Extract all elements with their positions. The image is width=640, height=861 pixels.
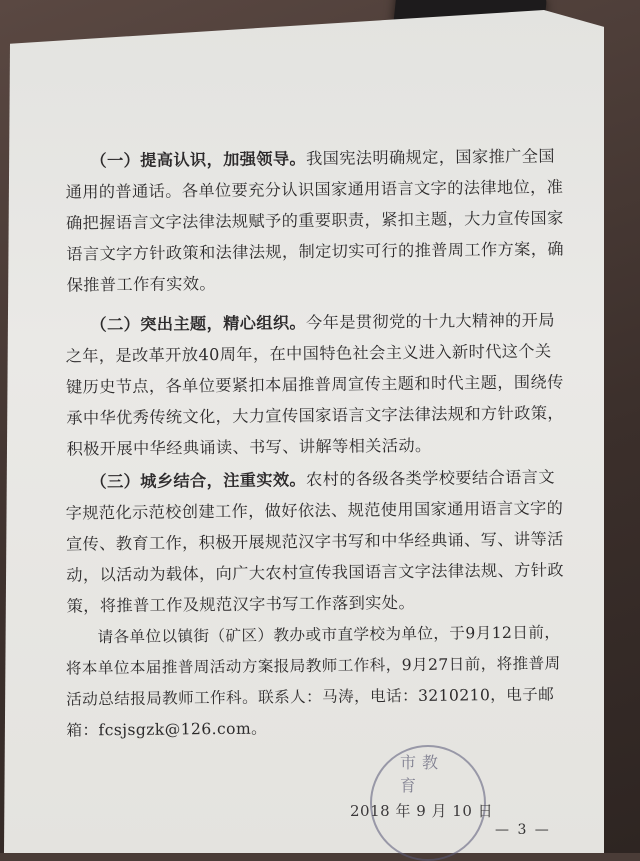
- notice-text: 请各单位以镇街（矿区）教办或市直学校为单位，于9月12日前，将本单位本届推普周活动方案报局教师工作科，9月27日前，将推普周活动总结报局教师工作科。联系人：马涛，电话：3210210，电子邮箱：fcsjsgzk@126.com。: [65, 623, 561, 740]
- paragraph-3-heading: （三）城乡结合，注重实效。: [98, 470, 307, 492]
- paragraph-2: [65, 304, 567, 464]
- notice-paragraph: [65, 617, 566, 746]
- document-date: 2018 年 9 月 10 日: [350, 802, 494, 820]
- paragraph-1: [65, 140, 567, 300]
- paragraph-3-body: 农村的各级各类学校要结合语言文字规范化示范校创建工作，做好依法、规范使用国家通用语言文字的宣传、教育工作，积极开展规范汉字书写和中华经典诵、写、讲等活动，以活动为载体，向广大农村宣传我国语言文字法律法规、方针政策，将推普工作及规范汉字书写工作落到实处。: [65, 467, 565, 616]
- paragraph-1-body: 我国宪法明确规定，国家推广全国通用的普通话。各单位要充分认识国家通用语言文字的法律地位，准确把握语言文字法律法规赋予的重要职责，紧扣主题，大力宣传国家语言文字方针政策和法律法规，制定切实可行的推普周工作方案，确保推普工作有实效。: [65, 146, 565, 295]
- paragraph-2-heading: （二）突出主题，精心组织。: [98, 313, 307, 335]
- paragraph-3: [65, 461, 567, 621]
- page-number: — 3 —: [495, 822, 551, 838]
- paragraph-2-body: 今年是贯彻党的十九大精神的开局之年，是改革开放40周年，在中国特色社会主义进入新时代这个关键历史节点，各单位要紧扣本届推普周宣传主题和时代主题，围绕传承中华优秀传统文化，大力宣传国家语言文字法律法规和方针政策，积极开展中华经典诵读、书写、讲解等相关活动。: [65, 310, 565, 459]
- paragraph-1-heading: （一）提高认识，加强领导。: [98, 149, 307, 171]
- seal-text: 市教育: [400, 753, 445, 795]
